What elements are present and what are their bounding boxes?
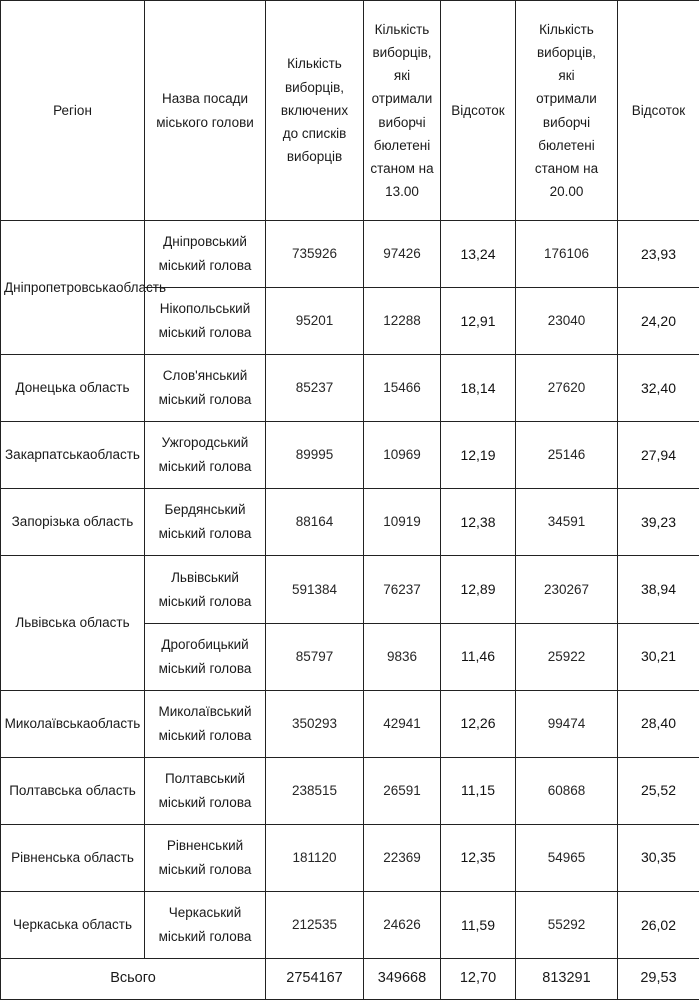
cell-percent-2000: 27,94 <box>618 422 699 489</box>
cell-ballots-1300: 22369 <box>364 824 441 891</box>
cell-ballots-2000: 23040 <box>516 288 618 355</box>
post-line: Миколаївський <box>158 703 252 719</box>
cell-percent-1300: 12,19 <box>441 422 516 489</box>
cell-ballots-2000: 25922 <box>516 623 618 690</box>
cell-ballots-1300: 10919 <box>364 489 441 556</box>
cell-ballots-1300: 42941 <box>364 690 441 757</box>
hdr-line: виборців, <box>536 44 597 60</box>
post-line: область <box>89 447 140 463</box>
cell-percent-1300: 11,46 <box>441 623 516 690</box>
post-line: Миколаївська <box>4 715 91 731</box>
cell-listed-voters: 350293 <box>266 690 364 757</box>
column-header-percent-2000 <box>618 1 699 221</box>
post-line: міський голова <box>158 928 252 944</box>
cell-percent-2000: 23,93 <box>618 221 699 288</box>
cell-ballots-2000: 99474 <box>516 690 618 757</box>
hdr-line: Кількість <box>374 21 430 37</box>
cell-percent-2000: 30,35 <box>618 824 699 891</box>
cell-listed-voters: 735926 <box>266 221 364 288</box>
cell-post <box>145 489 266 556</box>
post-line: міський голова <box>158 258 252 274</box>
cell-region <box>1 221 167 355</box>
post-line: Рівненська область <box>11 849 134 865</box>
post-line: Нікопольський <box>159 301 251 317</box>
cell-post <box>145 824 266 891</box>
hdr-line: виборчі <box>378 114 426 130</box>
table-row <box>1 891 699 958</box>
cell-listed-voters: 181120 <box>266 824 364 891</box>
column-header-percent-1300 <box>441 1 516 221</box>
cell-percent-1300: 11,15 <box>441 757 516 824</box>
post-line: Полтавська область <box>9 782 136 798</box>
cell-totals-ballots-13: 349668 <box>364 959 441 1000</box>
cell-percent-2000: 32,40 <box>618 355 699 422</box>
hdr-line: включених <box>280 102 349 118</box>
cell-ballots-1300: 76237 <box>364 556 441 623</box>
post-line: Донецька область <box>15 380 130 396</box>
hdr-line: які <box>558 68 575 84</box>
post-line: міський голова <box>158 861 252 877</box>
cell-percent-2000: 30,21 <box>618 623 699 690</box>
cell-post <box>145 690 266 757</box>
hdr-line: Відсоток <box>451 102 505 118</box>
cell-ballots-2000: 55292 <box>516 891 618 958</box>
cell-ballots-2000: 27620 <box>516 355 618 422</box>
cell-percent-1300: 12,38 <box>441 489 516 556</box>
column-header-ballots-2000 <box>516 1 618 221</box>
cell-percent-2000: 24,20 <box>618 288 699 355</box>
cell-listed-voters: 88164 <box>266 489 364 556</box>
post-line: область <box>116 279 167 295</box>
post-line: Львівський <box>171 569 239 585</box>
hdr-line: Регіон <box>53 102 92 118</box>
cell-region <box>1 891 145 958</box>
cell-percent-2000: 25,52 <box>618 757 699 824</box>
cell-totals-percent-20: 29,53 <box>618 959 699 1000</box>
column-header-ballots-1300 <box>364 1 441 221</box>
cell-percent-1300: 11,59 <box>441 891 516 958</box>
cell-ballots-1300: 12288 <box>364 288 441 355</box>
cell-totals-label: Всього <box>1 959 266 1000</box>
post-line: Бердянський <box>164 502 246 518</box>
hdr-line: бюлетені <box>538 137 595 153</box>
post-line: Запорізька область <box>11 514 134 530</box>
post-line: область <box>90 715 141 731</box>
cell-percent-2000: 28,40 <box>618 690 699 757</box>
post-line: Дрогобицький <box>161 636 249 652</box>
cell-totals-ballots-20: 813291 <box>516 959 618 1000</box>
post-line: Рівненський <box>166 837 244 853</box>
table-row <box>1 690 699 757</box>
hdr-line: 13.00 <box>385 184 419 200</box>
cell-ballots-1300: 15466 <box>364 355 441 422</box>
cell-region <box>1 422 145 489</box>
cell-region <box>1 824 145 891</box>
cell-percent-1300: 12,89 <box>441 556 516 623</box>
hdr-line: Назва посади <box>161 91 249 107</box>
hdr-line: бюлетені <box>373 137 431 153</box>
header-row <box>1 1 699 221</box>
cell-ballots-1300: 9836 <box>364 623 441 690</box>
column-header-post <box>145 1 266 221</box>
post-line: міський голова <box>158 459 252 475</box>
hdr-line: виборців, <box>284 79 345 95</box>
cell-post <box>145 422 266 489</box>
post-line: Черкаський <box>168 904 242 920</box>
table-row <box>1 824 699 891</box>
table-row <box>1 221 699 288</box>
table-header <box>1 1 699 221</box>
hdr-line: Кількість <box>539 21 594 37</box>
cell-ballots-1300: 24626 <box>364 891 441 958</box>
cell-region <box>1 757 145 824</box>
hdr-line: Кількість <box>287 56 342 72</box>
cell-post <box>145 355 266 422</box>
post-line: міський голова <box>158 660 252 676</box>
cell-post <box>145 221 266 288</box>
table-row <box>1 556 699 623</box>
post-line: Закарпатська <box>5 447 90 463</box>
cell-ballots-2000: 34591 <box>516 489 618 556</box>
post-line: Слов'янський <box>162 368 248 384</box>
post-line: Полтавський <box>164 770 246 786</box>
post-line: Черкаська область <box>13 916 132 932</box>
table-row <box>1 757 699 824</box>
cell-listed-voters: 85237 <box>266 355 364 422</box>
hdr-line: до списків <box>282 126 347 142</box>
column-header-listed-voters <box>266 1 364 221</box>
cell-region <box>1 355 145 422</box>
cell-ballots-2000: 176106 <box>516 221 618 288</box>
cell-post <box>145 623 266 690</box>
cell-listed-voters: 85797 <box>266 623 364 690</box>
cell-percent-1300: 18,14 <box>441 355 516 422</box>
cell-region <box>1 489 145 556</box>
post-line: міський голова <box>158 727 252 743</box>
table-body <box>1 221 699 1000</box>
cell-percent-1300: 12,26 <box>441 690 516 757</box>
cell-ballots-2000: 54965 <box>516 824 618 891</box>
cell-percent-1300: 12,35 <box>441 824 516 891</box>
cell-listed-voters: 95201 <box>266 288 364 355</box>
hdr-line: виборців, <box>372 44 432 60</box>
hdr-line: виборців <box>286 149 343 165</box>
cell-totals-percent-13: 12,70 <box>441 959 516 1000</box>
hdr-line: Відсоток <box>631 102 686 118</box>
hdr-line: які <box>393 68 411 84</box>
cell-percent-1300: 13,24 <box>441 221 516 288</box>
column-header-region <box>1 1 145 221</box>
cell-ballots-1300: 26591 <box>364 757 441 824</box>
cell-region <box>1 690 145 757</box>
table-row <box>1 355 699 422</box>
cell-percent-1300: 12,91 <box>441 288 516 355</box>
hdr-line: отримали <box>371 91 433 107</box>
post-line: міський голова <box>158 526 252 542</box>
cell-ballots-1300: 97426 <box>364 221 441 288</box>
hdr-line: 20.00 <box>549 184 584 200</box>
post-line: Дніпровський <box>163 234 247 250</box>
cell-post <box>145 556 266 623</box>
post-line: міський голова <box>158 325 252 341</box>
table-row <box>1 422 699 489</box>
cell-listed-voters: 238515 <box>266 757 364 824</box>
post-line: Львівська область <box>15 615 130 631</box>
cell-totals-listed: 2754167 <box>266 959 364 1000</box>
table-row <box>1 489 699 556</box>
cell-post <box>145 288 266 355</box>
hdr-line: станом на <box>370 160 434 176</box>
cell-listed-voters: 212535 <box>266 891 364 958</box>
cell-ballots-1300: 10969 <box>364 422 441 489</box>
cell-listed-voters: 591384 <box>266 556 364 623</box>
cell-percent-2000: 38,94 <box>618 556 699 623</box>
cell-listed-voters: 89995 <box>266 422 364 489</box>
cell-post <box>145 891 266 958</box>
post-line: міський голова <box>158 794 252 810</box>
hdr-line: станом на <box>534 160 599 176</box>
cell-percent-2000: 26,02 <box>618 891 699 958</box>
cell-region <box>1 556 145 690</box>
post-line: Дніпропетровська <box>4 279 117 295</box>
cell-ballots-2000: 60868 <box>516 757 618 824</box>
post-line: міський голова <box>158 593 252 609</box>
cell-post <box>145 757 266 824</box>
post-line: міський голова <box>158 392 252 408</box>
hdr-line: отримали <box>536 91 597 107</box>
hdr-line: міського голови <box>156 114 254 130</box>
cell-ballots-2000: 25146 <box>516 422 618 489</box>
cell-percent-2000: 39,23 <box>618 489 699 556</box>
hdr-line: виборчі <box>542 114 591 130</box>
cell-ballots-2000: 230267 <box>516 556 618 623</box>
post-line: Ужгородський <box>161 435 249 451</box>
totals-row <box>1 959 699 1000</box>
